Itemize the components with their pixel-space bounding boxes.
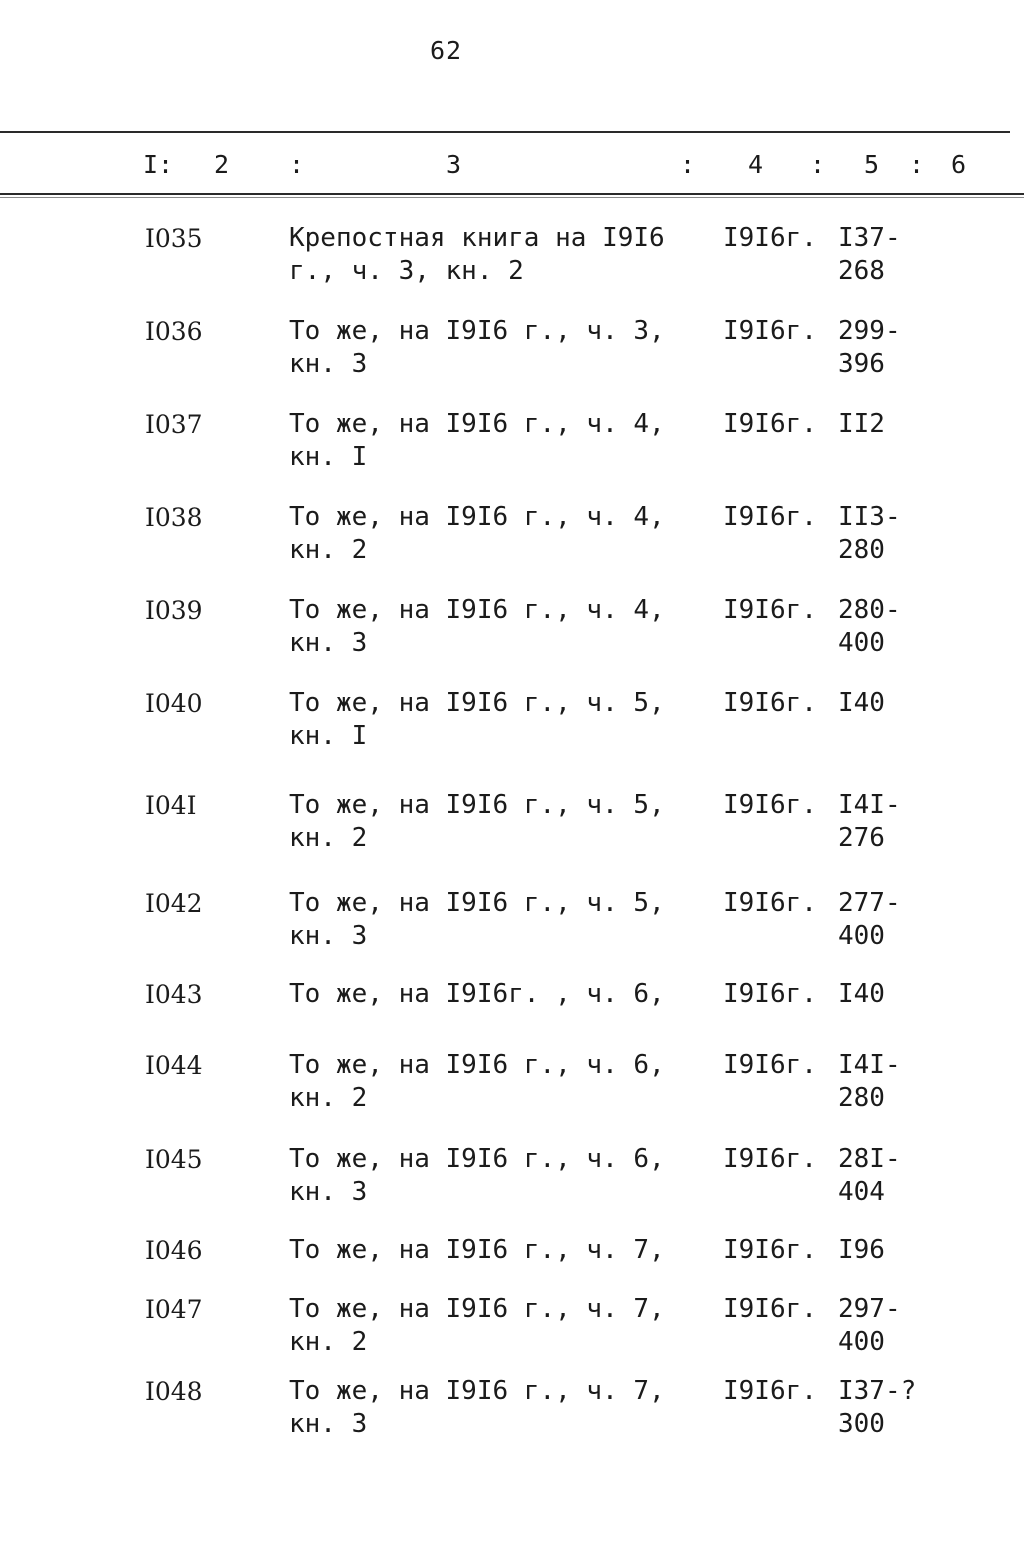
record-title: То же, на I9I6 г., ч. 5, кн. 2 — [289, 790, 665, 853]
record-pages: I40 — [838, 688, 885, 718]
record-pages: 28I- 404 — [838, 1144, 901, 1207]
record-number: I037 — [145, 410, 203, 439]
record-date: I9I6г. — [723, 888, 817, 918]
header-separator: : — [289, 150, 305, 179]
record-pages: I37- 268 — [838, 223, 901, 286]
record-number: I044 — [145, 1051, 203, 1080]
record-date: I9I6г. — [723, 979, 817, 1009]
record-title: То же, на I9I6 г., ч. 4, кн. 2 — [289, 502, 665, 565]
record-title: То же, на I9I6 г., ч. 6, кн. 2 — [289, 1050, 665, 1113]
record-number: I035 — [145, 224, 203, 253]
header-top-rule — [0, 131, 1010, 133]
record-pages: 299- 396 — [838, 316, 901, 379]
header-col-2: 2 — [214, 150, 230, 179]
header-bottom-rule — [0, 193, 1024, 195]
record-title: То же, на I9I6 г., ч. 4, кн. 3 — [289, 595, 665, 658]
record-title: То же, на I9I6 г., ч. 5, кн. 3 — [289, 888, 665, 951]
record-date: I9I6г. — [723, 688, 817, 718]
header-col-5: 5 — [864, 150, 880, 179]
record-title: То же, на I9I6 г., ч. 7, — [289, 1235, 665, 1265]
record-date: I9I6г. — [723, 223, 817, 253]
record-title: То же, на I9I6 г., ч. 5, кн. I — [289, 688, 665, 751]
record-title: То же, на I9I6 г., ч. 3, кн. 3 — [289, 316, 665, 379]
record-pages: I37-? 300 — [838, 1376, 917, 1439]
record-number: I048 — [145, 1377, 203, 1406]
record-date: I9I6г. — [723, 595, 817, 625]
record-number: I042 — [145, 889, 203, 918]
header-col-1: I: — [143, 150, 174, 179]
header-col-6: 6 — [951, 150, 967, 179]
record-title: То же, на I9I6 г., ч. 7, кн. 3 — [289, 1376, 665, 1439]
record-number: I039 — [145, 596, 203, 625]
record-pages: 277- 400 — [838, 888, 901, 951]
record-pages: I40 — [838, 979, 885, 1009]
record-date: I9I6г. — [723, 1144, 817, 1174]
record-pages: I4I- 280 — [838, 1050, 901, 1113]
record-pages: 297- 400 — [838, 1294, 901, 1357]
header-col-3: 3 — [446, 150, 462, 179]
record-date: I9I6г. — [723, 1050, 817, 1080]
record-pages: II3- 280 — [838, 502, 901, 565]
record-date: I9I6г. — [723, 790, 817, 820]
record-number: I046 — [145, 1236, 203, 1265]
record-title: То же, на I9I6г. , ч. 6, — [289, 979, 665, 1009]
record-date: I9I6г. — [723, 1294, 817, 1324]
record-title: Крепостная книга на I9I6 г., ч. 3, кн. 2 — [289, 223, 665, 286]
record-pages: 280- 400 — [838, 595, 901, 658]
header-separator: : — [680, 150, 696, 179]
record-date: I9I6г. — [723, 502, 817, 532]
record-pages: I4I- 276 — [838, 790, 901, 853]
record-date: I9I6г. — [723, 1235, 817, 1265]
record-pages: II2 — [838, 409, 885, 439]
record-number: I043 — [145, 980, 203, 1009]
record-date: I9I6г. — [723, 316, 817, 346]
header-bottom-rule-thin — [0, 197, 1024, 198]
record-number: I036 — [145, 317, 203, 346]
record-pages: I96 — [838, 1235, 885, 1265]
header-separator: : — [909, 150, 925, 179]
record-title: То же, на I9I6 г., ч. 6, кн. 3 — [289, 1144, 665, 1207]
record-number: I04I — [145, 791, 197, 820]
record-number: I040 — [145, 689, 203, 718]
record-title: То же, на I9I6 г., ч. 4, кн. I — [289, 409, 665, 472]
record-number: I047 — [145, 1295, 203, 1324]
header-separator: : — [810, 150, 826, 179]
record-number: I045 — [145, 1145, 203, 1174]
record-number: I038 — [145, 503, 203, 532]
record-date: I9I6г. — [723, 1376, 817, 1406]
header-col-4: 4 — [748, 150, 764, 179]
page-number: 62 — [430, 36, 463, 65]
record-title: То же, на I9I6 г., ч. 7, кн. 2 — [289, 1294, 665, 1357]
record-date: I9I6г. — [723, 409, 817, 439]
